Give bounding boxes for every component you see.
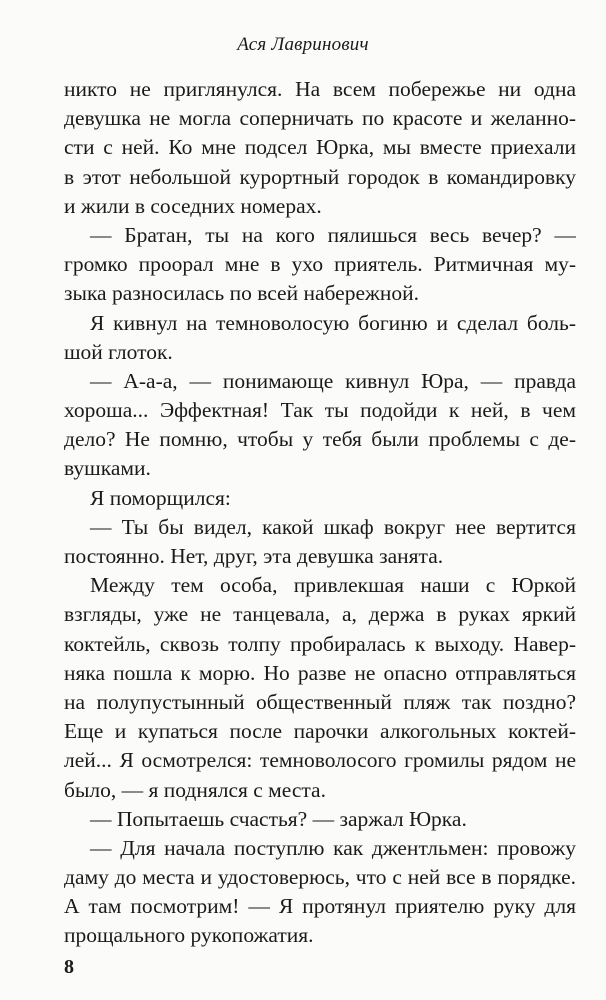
text-line: хороша... Эффектная! Так ты подойди к ней, в чем — [64, 398, 576, 423]
text-line: шой глоток. — [64, 339, 173, 364]
text-line: Еще и купаться после парочки алкогольных коктей- — [64, 719, 576, 744]
text-line: на полупустынный общественный пляж так поздно? — [64, 689, 576, 714]
text-line: постоянно. Нет, друг, эта девушка занята. — [64, 544, 444, 568]
text-line: Я поморщился: — [90, 485, 231, 510]
text-line: — Для начала поступлю как джентльмен: провожу — [90, 835, 576, 860]
text-line: Я кивнул на темноволосую богиню и сделал боль- — [90, 310, 576, 335]
text-line: вушками. — [64, 456, 151, 481]
text-line: даму до места и удостоверюсь, что с ней все в порядке. — [64, 865, 576, 890]
text-line: А там посмотрим! — Я протянул приятелю руку для — [64, 894, 576, 919]
text-line: — Ты бы видел, какой шкаф вокруг нее вертится — [90, 514, 576, 539]
text-line: няка пошла к морю. Но разве не опасно отправляться — [64, 660, 576, 685]
text-line: громко проорал мне в ухо приятель. Ритмичная му- — [64, 252, 576, 277]
text-line: — А-а-а, — понимающе кивнул Юра, — правда — [90, 368, 576, 393]
text-line: и жили в соседних номерах. — [64, 193, 322, 218]
text-line: дело? Не помню, чтобы у тебя были проблемы с де- — [64, 427, 576, 452]
text-line: в этот небольшой курортный городок в командировку — [64, 164, 576, 189]
page-number: 8 — [64, 956, 74, 978]
text-line: никто не приглянулся. На всем побережье ни одна — [64, 77, 576, 101]
text-line: взгляды, уже не танцевала, а, держа в руках яркий — [64, 602, 576, 627]
text-line: прощального рукопожатия. — [64, 923, 314, 948]
text-line: Между тем особа, привлекшая наши с Юркой — [90, 573, 576, 598]
text-line: — Братан, ты на кого пялишься весь вечер? — — [90, 222, 576, 247]
text-line: лей... Я осмотрелся: темноволосого громилы рядом не — [64, 748, 576, 773]
text-line: было, — я поднялся с места. — [64, 777, 326, 802]
running-head-author: Ася Лавринович — [237, 34, 369, 55]
body-text — [64, 75, 576, 951]
text-line: — Попытаешь счастья? — заржал Юрка. — [90, 806, 467, 831]
text-line: девушка не могла соперничать по красоте и желанно- — [64, 106, 576, 131]
text-line: коктейль, сквозь толпу пробиралась к выходу. Навер- — [64, 631, 576, 656]
text-line: сти с ней. Ко мне подсел Юрка, мы вместе приехали — [64, 135, 576, 160]
text-line: зыка разносилась по всей набережной. — [64, 281, 420, 306]
